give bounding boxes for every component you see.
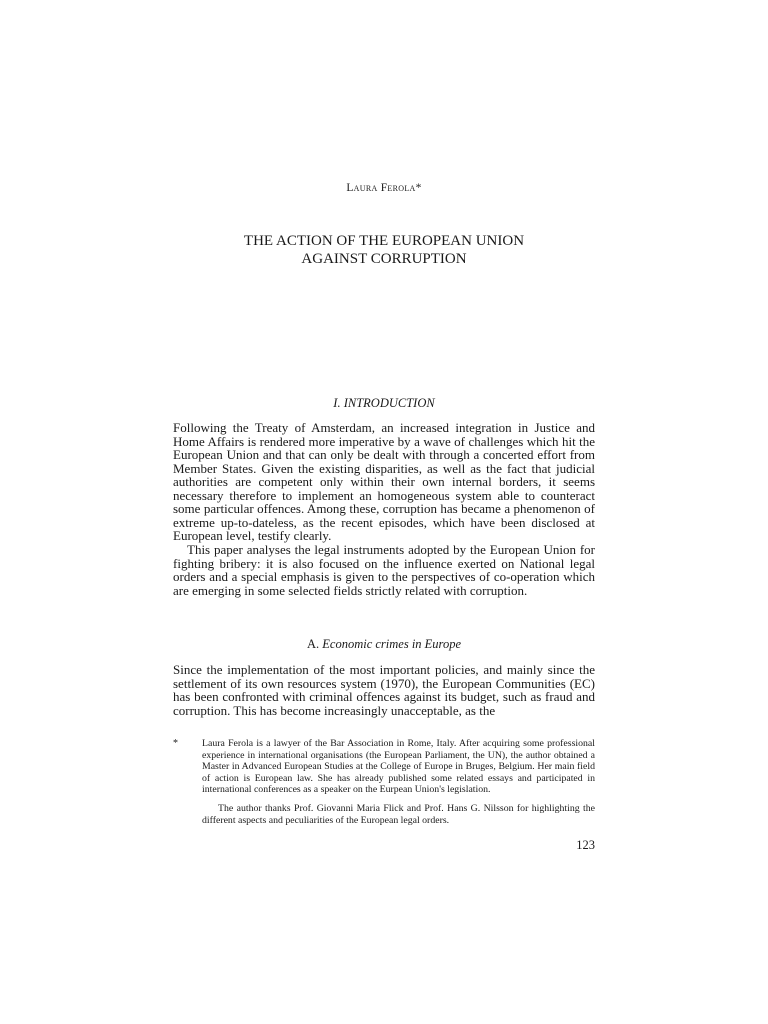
body-paragraph-3: Since the implementation of the most important policies, and mainly since the settlement of its own resources system (1970), the European Communities (EC) has been confronted with criminal offences against its budget, such as fraud and corruption. This has become increasingly unacceptable, as the [173,662,595,718]
article-title [0,232,768,268]
title-line-2: AGAINST CORRUPTION [301,251,467,267]
subsection-heading [0,637,768,652]
title-line-1: THE ACTION OF THE EUROPEAN UNION [243,233,525,249]
footnote-mark: * [173,738,178,749]
footnote-text: Laura Ferola is a lawyer of the Bar Association in Rome, Italy. After acquiring some professional experience in international organisations (the European Parliament, the UN), the author obtained a Master in Advanced European Studies at the College of Europe in Bruges, Belgium. Her main field of action is European law. She has already published some related essays and participated in international conferences as a speaker on the Eurpean Union's legislation. [202,738,595,795]
body-paragraph-2: This paper analyses the legal instruments adopted by the European Union for fighting bribery: it is also focused on the influence exerted on National legal orders and a special emphasis is given to the perspectives of co-operation which are emerging in some selected fields strictly related with corruption. [173,542,595,598]
section-heading-introduction: I. INTRODUCTION [333,396,435,410]
page-number: 123 [576,838,595,852]
subsection-title: Economic crimes in Europe [322,637,462,651]
footnote-acknowledgement: The author thanks Prof. Giovanni Maria Flick and Prof. Hans G. Nilsson for highlighting the different aspects and peculiarities of the European legal orders. [202,803,595,826]
author-name: Laura Ferola* [346,182,422,194]
body-paragraph-1: Following the Treaty of Amsterdam, an increased integration in Justice and Home Affairs is rendered more imperative by a wave of challenges which hit the European Union and that can only be dealt with through a concerted effort from Member States. Given the existing disparities, as well as the fact that judicial authorities are competent only within their own internal borders, it seems necessary therefore to implement an homogeneous system able to counteract some particular offences. Among these, corruption has became a phenomenon of extreme up-to-dateless, as the recent episodes, which have been disclosed at European level, testify clearly. [173,420,595,543]
subsection-number: A. [306,637,323,651]
